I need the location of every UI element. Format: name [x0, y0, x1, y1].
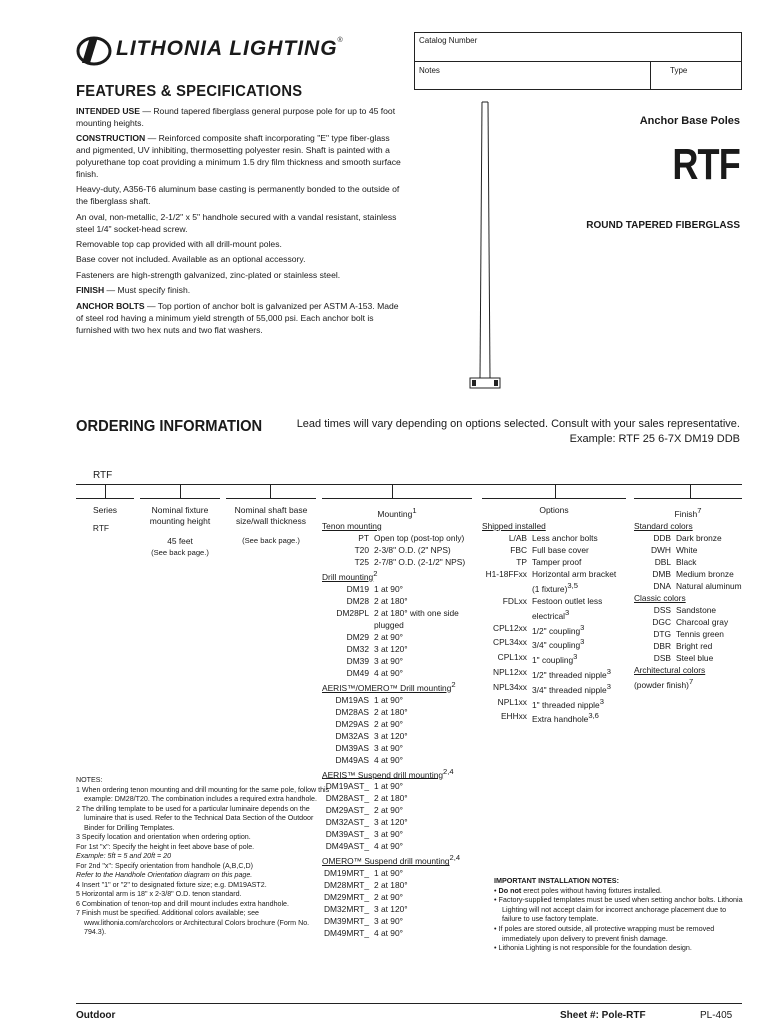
option-desc-wrap — [532, 666, 626, 681]
option-code: DM19AST_ — [325, 781, 369, 792]
note-item: 3 Specify location and orientation when ordering option. — [76, 833, 251, 841]
option-desc: Less anchor bolts — [532, 533, 598, 543]
option-desc: 2-3/8" O.D. (2" NPS) — [374, 545, 451, 555]
mounting-connector — [392, 484, 393, 498]
option-desc-wrap — [374, 840, 472, 852]
option-desc-wrap — [374, 742, 472, 754]
option-code: CPL12xx — [493, 622, 527, 633]
list-item — [482, 666, 626, 681]
note-item: 5 Horizontal arm is 18" x 2-3/8" O.D. tenon standard. — [76, 890, 242, 898]
option-desc: 1 at 90° — [374, 694, 403, 705]
install-note-item: • Factory-supplied templates must be used when setting anchor bolts. Lithonia Lighting will not accept claim for incorrect anchorage placement due to failure to use factory template. — [494, 895, 743, 924]
install-note-text: Factory-supplied templates must be used when setting anchor bolts. Lithonia Lighting will not accept claim for incorrect anchorage placement due to failure to use factory template. — [498, 895, 743, 924]
list-item — [322, 631, 472, 643]
option-desc-wrap — [676, 628, 742, 640]
note-item: Refer to the Handhole Orientation diagram on this page. — [76, 871, 253, 879]
option-code: DM29AST_ — [325, 805, 369, 816]
list-item — [322, 532, 472, 544]
option-desc-wrap — [676, 556, 742, 568]
option-desc: White — [676, 545, 698, 555]
option-desc-wrap — [374, 694, 472, 706]
option-desc: 4 at 90° — [374, 841, 403, 852]
option-desc: 2 at 180° — [374, 595, 408, 606]
list-item — [322, 706, 472, 718]
note-item: 4 Insert "1" or "2" to designated fixture size; e.g. DM19AST2. — [76, 880, 267, 889]
catalog-number-label: Catalog Number — [419, 36, 478, 45]
option-desc: Tamper proof — [532, 557, 582, 567]
option-desc-wrap — [532, 696, 626, 711]
height-header: Nominal fixture mounting height — [149, 505, 211, 526]
notes-section: NOTES: 1 When ordering tenon mounting and drill mounting for the same pole, follow this example: DM28/T20. The combination includes a required extra handhole. 2 The drilling template to be used for a particular luminaire depends on the luminaire that is used. Refer to the Technical Data Section of the Outdoor Binder for Drilling Templates. 3 Specify location and orientation when ordering option. For 1st "x": Specify the height in feet above base of pole. Example: 5ft = 5 and 20ft = 20 For 2nd "x": Specify orientation from handhole (A,B,C,D) Refer to the Handhole Orientation diagram on this page. 4 Insert "1" or "2" to designated fixture size; e.g. DM19AST2. 5 Horizontal arm is 18" x 2-3/8" O.D. tenon standard. 6 Combination of tenon-top and drill mount includes extra handhole. 7 Finish must be specified. Additional colors available; see www.lithonia.com/archcolors or Architectural Colors brochure (Form No. 794.3). — [76, 776, 332, 938]
product-code: RTF — [672, 140, 740, 189]
option-code: CPL1xx — [497, 652, 527, 663]
list-item — [322, 891, 472, 903]
option-desc: 4 at 90° — [374, 928, 403, 939]
series-header: Series — [92, 505, 118, 515]
option-desc: 3 at 120° — [374, 904, 408, 915]
option-code: DM28MRT_ — [324, 880, 369, 891]
option-code: DM49MRT_ — [324, 928, 369, 939]
option-code: DM39AST_ — [325, 829, 369, 840]
list-item — [634, 640, 742, 652]
ordering-prefix: RTF — [93, 470, 113, 481]
option-desc: 3 at 120° — [374, 817, 408, 828]
option-desc-wrap — [676, 640, 742, 652]
option-desc-wrap — [374, 891, 472, 903]
install-note-item: • Do not erect poles without having fixtures installed. — [494, 885, 662, 895]
list-item — [634, 652, 742, 664]
option-desc: 2 at 90° — [374, 631, 403, 642]
option-desc-wrap — [374, 792, 472, 804]
option-code: PT — [358, 533, 369, 543]
option-desc-wrap — [532, 544, 626, 556]
option-desc: Medium bronze — [676, 569, 734, 579]
list-item — [322, 792, 472, 804]
option-desc: Full base cover — [532, 545, 589, 555]
option-code: DM32MRT_ — [324, 904, 369, 915]
option-code: DM19AS — [335, 694, 369, 705]
brand-name: LITHONIA LIGHTING® — [116, 37, 344, 60]
notes-box[interactable] — [414, 62, 742, 90]
option-desc-wrap — [676, 532, 742, 544]
option-desc-wrap — [676, 580, 742, 592]
list-item — [634, 604, 742, 616]
option-code: NPL1xx — [497, 696, 527, 707]
option-desc-wrap — [374, 879, 472, 891]
install-note-item: • Lithonia Lighting is not responsible for the foundation design. — [494, 943, 692, 953]
options-list: Shipped installed L/AB Less anchor bolts FBC Full base cover TP Tamper proof H1-18FFxx Horizontal arm bracket (1 fixture)$^{3,5}$ FDLxx Festoon outlet less electrical$^3$ CPL12xx 1/2" coupling$^3$ CPL34xx 3/4" coupling$^3$ CPL1xx 1" coupling$^3$ NPL12xx 1/2" threaded nipple$^3$ NPL34xx 3/4" threaded nipple$^3$ NPL1xx 1" threaded nipple$^3$ EHHxx Extra handhole$^{3,6}$ — [482, 520, 626, 725]
option-desc-wrap — [374, 903, 472, 915]
features-heading: FEATURES & SPECIFICATIONS — [76, 83, 303, 100]
option-code: DM49AS — [335, 754, 369, 765]
list-item — [634, 568, 742, 580]
footer-rule — [76, 1003, 742, 1004]
option-desc: 1" coupling — [532, 654, 574, 665]
list-item — [322, 840, 472, 852]
list-item — [322, 583, 472, 595]
option-desc-wrap — [374, 718, 472, 730]
option-desc-wrap — [374, 643, 472, 655]
list-item — [634, 532, 742, 544]
option-code: DM49AST_ — [325, 841, 369, 852]
option-desc: 2 at 90° — [374, 718, 403, 729]
pole-illustration — [460, 100, 510, 395]
option-desc: 3 at 90° — [374, 655, 403, 666]
option-desc-wrap — [374, 927, 472, 939]
list-item — [322, 718, 472, 730]
option-desc-wrap — [374, 867, 472, 879]
option-code: DM32 — [346, 643, 369, 654]
option-desc: 1 at 90° — [374, 583, 403, 594]
option-code: DNA — [653, 581, 671, 591]
option-desc: Festoon outlet less electrical — [532, 595, 603, 621]
option-code: DMB — [652, 569, 671, 579]
list-item — [482, 651, 626, 666]
option-code: CPL34xx — [493, 637, 527, 648]
option-code: DM39 — [346, 655, 369, 666]
list-item — [322, 643, 472, 655]
option-desc-wrap — [532, 556, 626, 568]
option-code: DBR — [653, 641, 671, 651]
mounting-header: Mounting$^1$ — [377, 506, 417, 519]
type-divider — [650, 62, 651, 90]
option-desc-wrap — [532, 568, 626, 595]
option-desc-wrap — [532, 532, 626, 544]
footnote-ref: 3 — [573, 652, 578, 662]
footnote-ref: 3,6 — [588, 711, 599, 721]
option-desc-wrap — [374, 667, 472, 679]
option-code: DGC — [652, 617, 671, 627]
install-note-text: Lithonia Lighting is not responsible for the foundation design. — [498, 943, 692, 953]
option-code: DWH — [650, 545, 671, 555]
option-desc-wrap — [374, 915, 472, 927]
option-desc: Natural aluminum — [676, 581, 742, 591]
list-item — [322, 780, 472, 792]
option-desc: Extra handhole — [532, 714, 589, 725]
option-desc-wrap — [374, 655, 472, 667]
option-desc: 1" threaded nipple — [532, 699, 600, 710]
installation-notes: IMPORTANT INSTALLATION NOTES: • Do not erect poles without having fixtures installed. • Factory-supplied templates must be used when setting anchor bolts. Lithonia Lighting will not accept claim for incorrect anchorage placement due to failure to use factory template. • If poles are stored outside, all protective wrapping must be removed immediately upon delivery to prevent finish damage. • Lithonia Lighting is not responsible for the foundation design. — [494, 876, 743, 953]
mounting-list: Tenon mounting PT Open top (post-top only) T20 2-3/8" O.D. (2" NPS) T25 2-7/8" O.D. (2-1/2" NPS) Drill mounting$^2$ DM19 1 at 90° DM28 2 at 180° DM28PL 2 at 180° with one side plugged DM29 2 at 90° DM32 3 at 120° DM39 3 at 90° DM49 4 at 90° AERIS™/OMERO™ Drill mounting$^2$ DM19AS 1 at 90° DM28AS 2 at 180° DM29AS 2 at 90° DM32AS 3 at 120° DM39AS 3 at 90° DM49AS 4 at 90° AERIS™ Suspend drill mounting$^{2,4}$ DM19AST_ 1 at 90° DM28AST_ 2 at 180° DM29AST_ 2 at 90° DM32AST_ 3 at 120° DM39AST_ 3 at 90° DM49AST_ 4 at 90° OMERO™ Suspend drill mounting$^{2,4}$ DM19MRT_ 1 at 90° DM28MRT_ 2 at 180° DM29MRT_ 2 at 90° DM32MRT_ 3 at 120° DM39MRT_ 3 at 90° DM49MRT_ 4 at 90° — [322, 520, 472, 939]
list-item — [322, 804, 472, 816]
list-item — [482, 710, 626, 725]
option-code: DM28AS — [335, 706, 369, 717]
lead-time-note: Lead times will vary depending on options selected. Consult with your sales representative. Example: RTF 25 6-7X DM19 DDB — [280, 417, 740, 447]
option-code: H1-18FFxx — [485, 569, 527, 579]
finish-connector — [690, 484, 691, 498]
option-desc: Bright red — [676, 641, 713, 651]
ordering-top-rule — [76, 484, 742, 485]
option-desc: 1 at 90° — [374, 781, 403, 792]
option-code: DBL — [654, 557, 671, 567]
lithonia-swoosh-icon — [76, 33, 112, 69]
option-desc: 2 at 180° — [374, 793, 408, 804]
option-desc-wrap — [374, 544, 472, 556]
option-desc: 3 at 120° — [374, 730, 408, 741]
footnote-ref: 3 — [606, 681, 611, 691]
finish-list: Standard colors DDB Dark bronze DWH White DBL Black DMB Medium bronze DNA Natural aluminum Classic colors DSS Sandstone DGC Charcoal gray DTG Tennis green DBR Bright red DSB Steel blue Architectural colors (powder finish)$^7$ — [634, 521, 742, 690]
option-code: NPL12xx — [493, 666, 527, 677]
list-item — [482, 556, 626, 568]
note-item: For 1st "x": Specify the height in feet above base of pole. — [76, 842, 255, 851]
option-desc-wrap — [374, 595, 472, 607]
option-desc-wrap — [676, 652, 742, 664]
option-desc: 1 at 90° — [374, 868, 403, 879]
footnote-ref: 3 — [580, 622, 585, 632]
list-item — [322, 607, 472, 631]
note-item: 1 When ordering tenon mounting and drill mounting for the same pole, follow this example: DM28/T20. The combination includes a required extra handhole. — [76, 785, 330, 803]
option-desc-wrap — [374, 556, 472, 568]
footer-sheet: Sheet #: Pole-RTF — [560, 1010, 646, 1021]
height-rule — [140, 498, 220, 499]
option-desc-wrap — [532, 651, 626, 666]
list-item — [322, 667, 472, 679]
option-code: FDLxx — [502, 595, 527, 606]
option-desc: 3/4" threaded nipple — [532, 684, 607, 695]
option-desc: Dark bronze — [676, 533, 722, 543]
option-desc: 4 at 90° — [374, 754, 403, 765]
option-code: DM19 — [346, 583, 369, 594]
option-desc-wrap — [374, 532, 472, 544]
list-item — [482, 696, 626, 711]
option-desc: Steel blue — [676, 653, 714, 663]
list-item — [634, 580, 742, 592]
list-item — [322, 816, 472, 828]
list-item — [634, 556, 742, 568]
list-item — [322, 655, 472, 667]
option-desc: 1/2" coupling — [532, 625, 581, 636]
install-note-text: erect poles without having fixtures installed. — [521, 885, 662, 895]
option-code: DM28 — [346, 595, 369, 606]
option-desc: 2 at 90° — [374, 892, 403, 903]
option-code: DM39MRT_ — [324, 916, 369, 927]
ordering-heading: ORDERING INFORMATION — [76, 418, 263, 435]
series-connector — [105, 484, 106, 498]
mounting-rule — [322, 498, 472, 499]
notes-label: Notes — [419, 66, 440, 75]
option-code: DM19MRT_ — [324, 868, 369, 879]
options-connector — [555, 484, 556, 498]
option-desc: Black — [676, 557, 697, 567]
shaft-header: Nominal shaft base size/wall thickness — [234, 505, 308, 526]
list-item — [322, 915, 472, 927]
install-note-emphasis: Do not — [498, 885, 522, 895]
height-connector — [180, 484, 181, 498]
option-code: DM29 — [346, 631, 369, 642]
list-item — [322, 903, 472, 915]
options-rule — [482, 498, 626, 499]
option-desc: 2 at 180° — [374, 706, 408, 717]
option-code: EHHxx — [500, 711, 527, 722]
list-item — [482, 636, 626, 651]
finish-rule — [634, 498, 742, 499]
footer-page: PL-405 — [700, 1010, 733, 1021]
option-desc: Sandstone — [676, 605, 717, 615]
list-item — [322, 828, 472, 840]
option-code: DM28PL — [336, 607, 369, 618]
option-desc-wrap — [676, 616, 742, 628]
list-item — [634, 616, 742, 628]
option-code: DM29AS — [335, 718, 369, 729]
option-code: FBC — [510, 545, 527, 555]
option-code: DM29MRT_ — [324, 892, 369, 903]
option-code: DSB — [653, 653, 671, 663]
install-note-text: If poles are stored outside, all protective wrapping must be removed immediately upon delivery to prevent finish damage. — [498, 923, 715, 943]
option-desc-wrap — [532, 622, 626, 637]
option-desc-wrap — [374, 607, 472, 631]
height-value: 45 feet (See back page.) — [151, 536, 209, 557]
list-item — [482, 595, 626, 622]
option-desc-wrap — [374, 780, 472, 792]
option-code: DM28AST_ — [325, 793, 369, 804]
option-desc: 3 at 90° — [374, 916, 403, 927]
option-code: DSS — [653, 605, 671, 615]
footnote-ref: 3 — [606, 666, 611, 676]
brand-logo — [76, 33, 396, 69]
option-desc-wrap — [374, 828, 472, 840]
option-code: T20 — [354, 545, 369, 555]
shaft-connector — [270, 484, 271, 498]
option-desc: Tennis green — [676, 629, 724, 639]
note-item: 7 Finish must be specified. Additional colors available; see www.lithonia.com/archcolors or Architectural Colors brochure (Form No. 794.3). — [76, 909, 310, 936]
option-code: DM39AS — [335, 742, 369, 753]
option-code: L/AB — [508, 533, 527, 543]
product-category: Anchor Base Poles — [639, 115, 740, 127]
footnote-ref: 3 — [580, 637, 585, 647]
option-desc-wrap — [374, 583, 472, 595]
note-item: For 2nd "x": Specify orientation from handhole (A,B,C,D) — [76, 861, 253, 870]
option-desc-wrap — [374, 706, 472, 718]
series-rule — [76, 498, 134, 499]
list-item — [322, 730, 472, 742]
list-item — [634, 628, 742, 640]
option-desc-wrap — [676, 568, 742, 580]
option-code: NPL34xx — [493, 681, 527, 692]
option-desc-wrap — [374, 804, 472, 816]
list-item — [322, 879, 472, 891]
list-item — [482, 622, 626, 637]
option-desc: 2-7/8" O.D. (2-1/2" NPS) — [374, 557, 466, 567]
option-desc-wrap — [532, 710, 626, 725]
option-code: DTG — [653, 629, 671, 639]
list-item — [322, 754, 472, 766]
option-desc-wrap — [374, 730, 472, 742]
option-code: TP — [516, 557, 527, 567]
option-desc: 4 at 90° — [374, 667, 403, 678]
list-item — [322, 694, 472, 706]
option-desc-wrap — [532, 595, 626, 622]
list-item — [482, 544, 626, 556]
footnote-ref: 3,5 — [567, 581, 578, 590]
option-desc: 3 at 90° — [374, 742, 403, 753]
option-desc: 2 at 180° — [374, 880, 408, 891]
option-desc: 2 at 180° with one side plugged — [374, 607, 459, 630]
option-desc-wrap — [532, 681, 626, 696]
type-label: Type — [670, 66, 688, 75]
option-desc: Horizontal arm bracket (1 fixture) — [532, 569, 617, 594]
catalog-number-box[interactable] — [414, 32, 742, 62]
option-desc: 3 at 90° — [374, 829, 403, 840]
features-text: INTENDED USE — Round tapered fiberglass general purpose pole for up to 45 foot mounting heights. CONSTRUCTION — Reinforced composite shaft incorporating "E" type fiber-glass and pigmented, UV inhibiting, thermosetting polyester resin. Shaft is painted with a polyurethane top coat providing a minimum 1.5 dry film thickness and smooth surface finish. Heavy-duty, A356-T6 aluminum base casting is permanently bonded to the outside of the fiberglass shaft. An oval, non-metallic, 2-1/2" x 5" handhole secured with a vandal resistant, stainless steel 1/4" socket-head screw. Removable top cap provided with all drill-mount poles. Base cover not included. Available as an optional accessory. Fasteners are high-strength galvanized, zinc-plated or stainless steel. FINISH — Must specify finish. ANCHOR BOLTS — Top portion of anchor bolt is galvanized per ASTM A-153. Made of steel rod having a minimum yield strength of 55,000 psi. Each anchor bolt is furnished with two hex nuts and two flat washers. — [76, 106, 401, 335]
option-code: DM32AS — [335, 730, 369, 741]
series-value: RTF — [92, 523, 110, 533]
list-item — [482, 532, 626, 544]
option-code: DDB — [653, 533, 671, 543]
options-header: Options — [539, 505, 569, 515]
option-desc: 3/4" coupling — [532, 640, 581, 651]
option-desc: Charcoal gray — [676, 617, 729, 627]
option-desc: 3 at 120° — [374, 643, 408, 654]
option-code: DM32AST_ — [325, 817, 369, 828]
install-note-item: • If poles are stored outside, all protective wrapping must be removed immediately upon delivery to prevent finish damage. — [494, 923, 715, 943]
list-item — [322, 742, 472, 754]
ordering-example: Example: RTF 25 6-7X DM19 DDB — [569, 433, 740, 445]
option-desc-wrap — [532, 636, 626, 651]
note-item: Example: 5ft = 5 and 20ft = 20 — [76, 852, 172, 860]
option-desc: 2 at 90° — [374, 805, 403, 816]
option-desc: 1/2" threaded nipple — [532, 669, 607, 680]
finish-header: Finish$^7$ — [674, 506, 702, 519]
note-item: 6 Combination of tenon-top and drill mount includes extra handhole. — [76, 899, 289, 908]
option-desc-wrap — [676, 604, 742, 616]
shaft-rule — [226, 498, 316, 499]
footnote-ref: 3 — [565, 607, 570, 617]
footnote-ref: 3 — [599, 696, 604, 706]
list-item — [322, 927, 472, 939]
option-desc-wrap — [676, 544, 742, 556]
list-item — [322, 595, 472, 607]
option-desc-wrap — [374, 754, 472, 766]
option-desc: Open top (post-top only) — [374, 533, 465, 543]
note-item: 2 The drilling template to be used for a particular luminaire depends on the luminaire that is used. Refer to the Technical Data Section of the Outdoor Binder for Drilling Templates. — [76, 804, 314, 832]
option-code: DM49 — [346, 667, 369, 678]
list-item — [634, 544, 742, 556]
product-subtitle: ROUND TAPERED FIBERGLASS — [586, 220, 740, 231]
list-item — [482, 568, 626, 595]
list-item — [322, 867, 472, 879]
option-desc-wrap — [374, 816, 472, 828]
list-item — [322, 556, 472, 568]
option-code: T25 — [354, 557, 369, 567]
list-item — [482, 681, 626, 696]
shaft-note: (See back page.) — [242, 536, 300, 545]
option-desc-wrap — [374, 631, 472, 643]
list-item — [322, 544, 472, 556]
footer-section: Outdoor — [76, 1010, 116, 1021]
